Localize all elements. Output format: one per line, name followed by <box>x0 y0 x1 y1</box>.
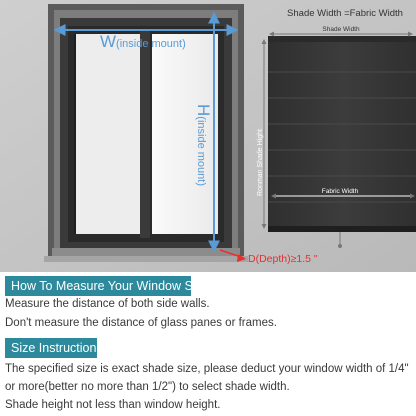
width-label: W(inside mount) <box>100 32 186 51</box>
shade-height-label: Ronman Shade Hight <box>257 129 264 196</box>
shade-width-label: Shade Width <box>322 26 360 33</box>
size-line-2: or more(better no more than 1/2") to select shade width. <box>5 381 290 393</box>
sash-divider <box>140 30 150 238</box>
measure-heading-text: How To Measure Your Window Size: <box>11 279 213 293</box>
right-pane <box>152 34 218 234</box>
fabric-width-label: Fabric Width <box>321 188 359 195</box>
height-label: H(inside mount) <box>194 104 213 186</box>
size-line-1: The specified size is exact shade size, please deduct your window width of 1/4" <box>5 363 409 375</box>
depth-label: D(Depth)≥1.5 " <box>248 253 318 265</box>
measure-line-2: Don't measure the distance of glass panes or frames. <box>5 317 277 329</box>
size-heading-text: Size Instructions: <box>11 341 107 355</box>
shade-title: Shade Width =Fabric Width <box>287 8 403 19</box>
roman-shade <box>268 36 416 248</box>
size-heading <box>5 338 107 358</box>
measure-line-1: Measure the distance of both side walls. <box>5 298 210 310</box>
size-line-3: Shade height not less than window height. <box>5 399 221 411</box>
measure-heading <box>5 276 213 296</box>
